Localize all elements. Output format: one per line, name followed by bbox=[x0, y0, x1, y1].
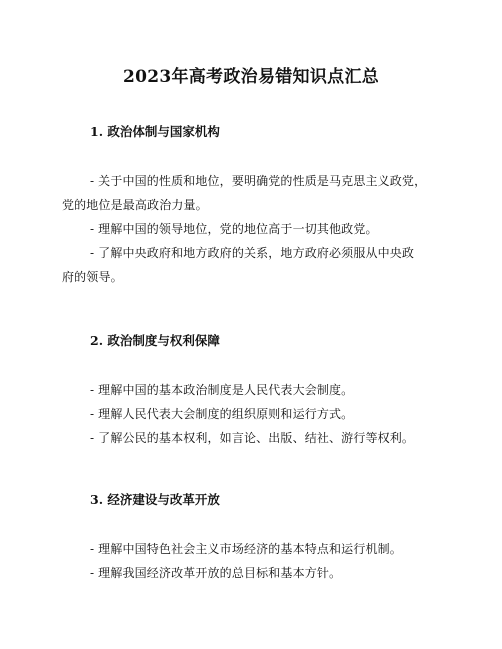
section-heading-2: 2. 政治制度与权利保障 bbox=[90, 333, 220, 348]
document-title: 2023年高考政治易错知识点汇总 bbox=[122, 67, 380, 87]
section-2-line-3: - 了解公民的基本权利，如言论、出版、结社、游行等权利。 bbox=[90, 431, 415, 445]
section-1-line-1: - 关于中国的性质和地位，要明确党的性质是马克思主义政党， bbox=[90, 174, 427, 188]
section-3-line-1: - 理解中国特色社会主义市场经济的基本特点和运行机制。 bbox=[90, 542, 402, 556]
section-2-line-2: - 理解人民代表大会制度的组织原则和运行方式。 bbox=[90, 407, 354, 421]
section-1-line-5: 府的领导。 bbox=[62, 270, 123, 284]
section-heading-3: 3. 经济建设与改革开放 bbox=[90, 492, 220, 507]
section-1-line-2: 党的地位是最高政治力量。 bbox=[62, 198, 208, 212]
section-2-line-1: - 理解中国的基本政治制度是人民代表大会制度。 bbox=[90, 383, 354, 397]
section-3-line-2: - 理解我国经济改革开放的总目标和基本方针。 bbox=[90, 566, 342, 580]
section-1-line-3: - 理解中国的领导地位，党的地位高于一切其他政党。 bbox=[90, 222, 378, 236]
section-1-line-4: - 了解中央政府和地方政府的关系，地方政府必须服从中央政 bbox=[90, 246, 415, 260]
section-heading-1: 1. 政治体制与国家机构 bbox=[90, 124, 220, 139]
